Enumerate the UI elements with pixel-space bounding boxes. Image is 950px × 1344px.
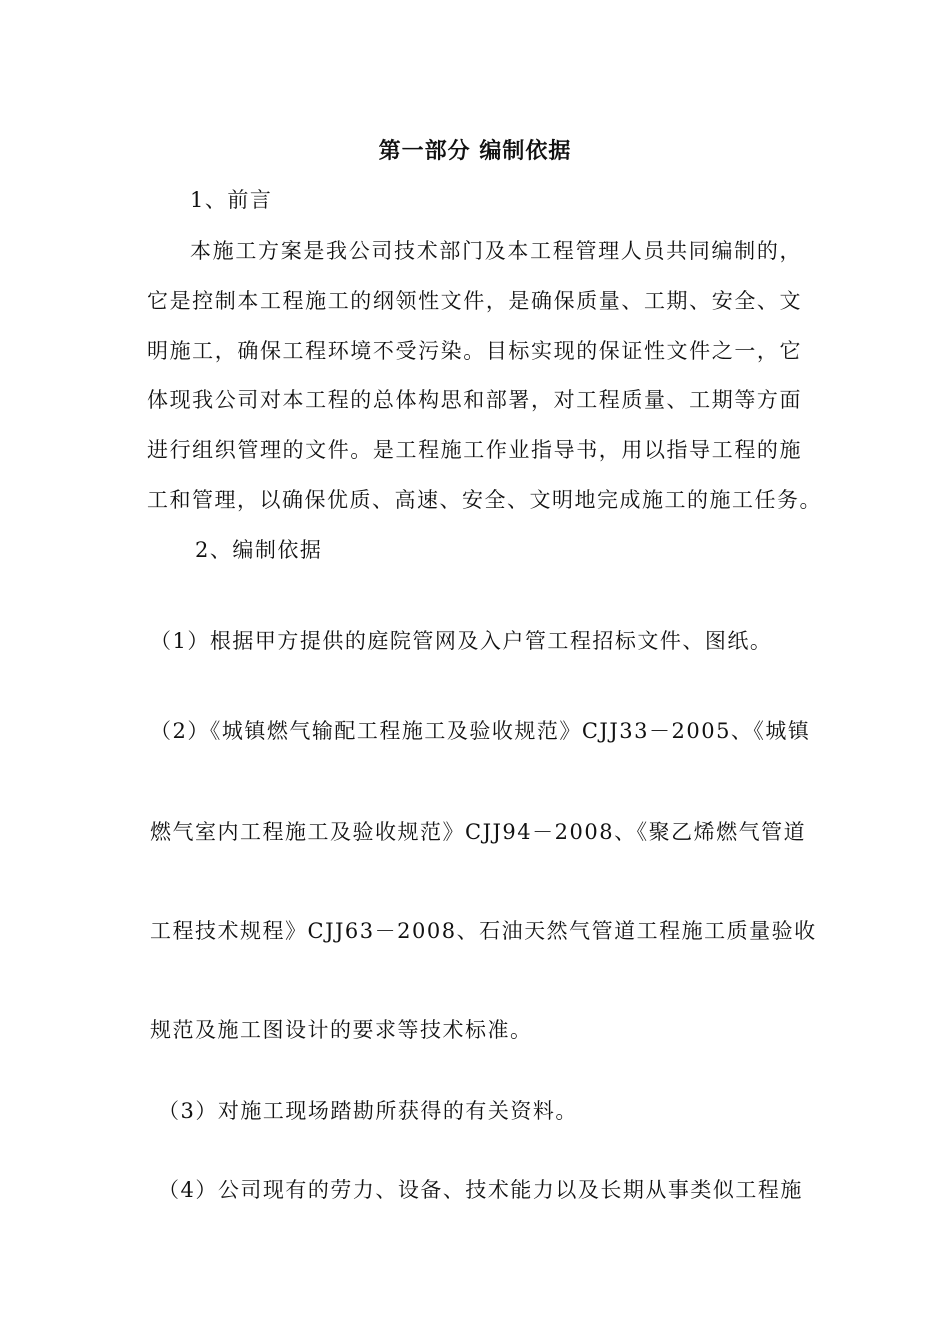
preface-line-1: 本施工方案是我公司技术部门及本工程管理人员共同编制的， [190,239,802,263]
preface-line-4: 体现我公司对本工程的总体构思和部署，对工程质量、工期等方面 [147,388,802,412]
basis-item-2-line-4: 规范及施工图设计的要求等技术标准。 [150,1018,533,1042]
preface-line-6: 工和管理，以确保优质、高速、安全、文明地完成施工的施工任务。 [147,488,822,512]
basis-item-2-line-3: 工程技术规程》CJJ63－2008、石油天然气管道工程施工质量验收 [150,919,817,943]
preface-line-2: 它是控制本工程施工的纲领性文件，是确保质量、工期、安全、文 [147,289,802,313]
preface-line-3: 明施工，确保工程环境不受污染。目标实现的保证性文件之一，它 [147,339,802,363]
basis-item-3: （3）对施工现场踏勘所获得的有关资料。 [158,1099,578,1123]
section-heading-basis: 2、编制依据 [195,538,323,562]
page-title: 第一部分 编制依据 [378,138,572,164]
basis-item-4: （4）公司现有的劳力、设备、技术能力以及长期从事类似工程施 [158,1178,803,1202]
basis-item-1: （1）根据甲方提供的庭院管网及入户管工程招标文件、图纸。 [150,629,773,653]
preface-line-5: 进行组织管理的文件。是工程施工作业指导书，用以指导工程的施 [147,438,802,462]
section-heading-preface: 1、前言 [190,188,273,212]
basis-item-2-line-2: 燃气室内工程施工及验收规范》CJJ94－2008、《聚乙烯燃气管道 [150,820,807,844]
basis-item-2-line-1: （2）《城镇燃气输配工程施工及验收规范》CJJ33－2005、《城镇 [150,719,811,743]
